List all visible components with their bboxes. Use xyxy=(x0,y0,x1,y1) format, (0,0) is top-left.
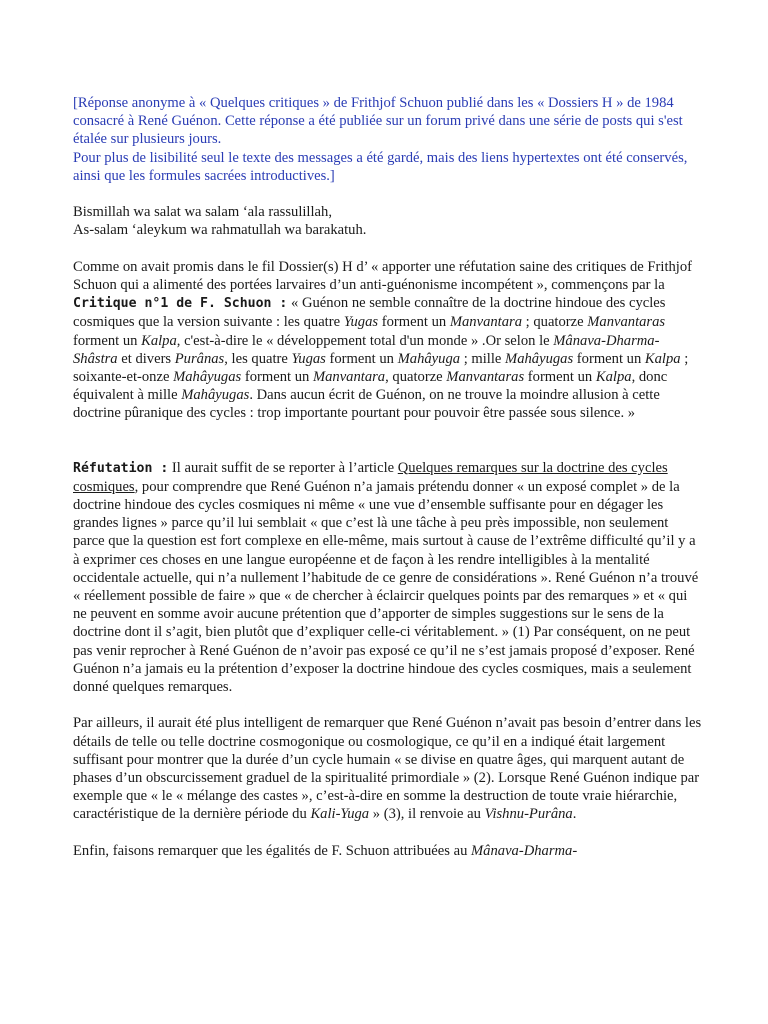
text: et divers xyxy=(117,350,175,367)
text: forment un xyxy=(524,369,596,386)
italic-term: Yugas xyxy=(343,314,379,331)
critique-heading: Critique n°1 de F. Schuon : xyxy=(73,296,288,312)
italic-term: Purânas xyxy=(174,350,225,367)
text: Par ailleurs, il aurait été plus intelligent de remarquer que René Guénon n’avait pas besoin d’entrer dans les détails de telle ou telle doctrine cosmogonique ou cosmologique, ce qu’il en a indiqué était largement suffisant pour montrer que la durée d’un cycle humain « se divise en quatre âges, qui marquent autant de phases d’un obscurcissement graduel de la spiritualité primordiale » (2). Lorsque René Guénon indique par exemple que « le « mélange des castes », c’est-à-dire en somme la destruction de toute vraie hiérarchie, caractéristique de la dernière période du xyxy=(73,715,702,823)
text: . xyxy=(572,806,577,823)
text: , pour comprendre que René Guénon n’a jamais prétendu donner « un exposé complet » de la doctrine hindoue des cycles cosmiques ni même « une vue d’ensemble suffisante pour en dégager les grandes lignes » parce qu’il lui semblait « que c’est là une tâche à peu près impossible, non seulement parce que la question est fort complexe en elle-même, mais surtout à cause de l’extrême difficulté qu’il y a à exprimer ces choses en une langue européenne et de façon à les rendre intelligibles à la mentalité occidentale actuelle, qui n’a nullement l’habitude de ce genre de considérations ». René Guénon n’a trouvé « réellement possible de faire » que « de chercher à éclaircir quelques points par des remarques » et « qui ne peuvent en somme avoir aucune prétention que d’apporter de simples suggestions sur le sens de la doctrine dont il s’agit, bien plutôt que d’expliquer celle-ci véritablement. » (1) Par conséquent, on ne peut pas venir reprocher à René Guénon de n’avoir pas exposé ce qu’il ne s’est jamais proposé d’exposer. René Guénon n’a jamais eu la prétention d’exposer la doctrine hindoue des cycles cosmiques, mais a seulement donné quelques remarques. xyxy=(73,478,699,696)
text: , quatorze xyxy=(385,369,447,386)
italic-term: Mahâyugas xyxy=(181,387,250,404)
greeting-line-1: Bismillah wa salat wa salam ‘ala rassulillah, xyxy=(73,204,332,221)
italic-term: Manvantaras xyxy=(587,314,666,331)
document-page xyxy=(73,94,703,878)
text: forment un xyxy=(241,369,313,386)
article-link[interactable]: Quelques remarques sur la doctrine des cycles cosmiques xyxy=(73,459,668,495)
text: Comme on avait promis dans le fil Dossier(s) H d’ « apporter une réfutation saine des critiques de Frithjof Schuon qui a alimenté des portées larvaires d’un anti-guénonisme incompétent », commençons par la xyxy=(73,258,693,293)
text: ; soixante-et-onze xyxy=(73,350,689,386)
text: forment un xyxy=(573,350,645,367)
italic-term: Mahâyugas xyxy=(173,369,242,386)
text: Enfin, faisons remarquer que les égalités de F. Schuon attribuées au xyxy=(73,842,472,859)
intro-line-2: Pour plus de lisibilité seul le texte des messages a été gardé, mais des liens hypertextes ont été conservés, ainsi que les formules sacrées introductives.] xyxy=(73,149,688,184)
italic-term: Yugas xyxy=(291,350,326,367)
text: « Guénon ne semble connaître de la doctrine hindoue des cycles cosmiques que la version suivante : les quatre xyxy=(73,295,666,331)
italic-term: Kalpa xyxy=(644,350,681,367)
text: , donc équivalent à mille xyxy=(73,369,668,404)
italic-term: Mânava-Dharma-Shâstra xyxy=(73,332,660,367)
italic-term: Mânava-Dharma- xyxy=(471,842,578,859)
text: , c'est-à-dire le « développement total d'un monde » .Or selon le xyxy=(176,332,554,349)
text: forment un xyxy=(73,332,142,349)
refutation-heading: Réfutation : xyxy=(73,460,169,476)
text: » (3), il renvoie au xyxy=(369,806,485,823)
greeting xyxy=(73,203,703,239)
italic-term: Kalpa xyxy=(141,332,177,349)
italic-term: Manvantara xyxy=(312,369,386,386)
italic-term: Kalpa xyxy=(595,369,632,386)
critique-paragraph xyxy=(73,258,703,423)
text: , les quatre xyxy=(224,350,292,367)
italic-term: Manvantara xyxy=(449,314,522,331)
text: . Dans aucun écrit de Guénon, on ne trouve la moindre allusion à cette doctrine pûranique des cycles : trop importante pourtant pour pouvoir être passée sous silence. » xyxy=(73,387,660,422)
greeting-line-2: As-salam ‘aleykum wa rahmatullah wa barakatuh. xyxy=(73,222,367,239)
italic-term: Kali-Yuga xyxy=(310,806,370,823)
text: forment un xyxy=(325,350,398,367)
refutation-paragraph xyxy=(73,459,703,697)
text: forment un xyxy=(378,314,450,331)
italic-term: Vishnu-Purâna xyxy=(484,806,573,823)
text: ; mille xyxy=(460,350,506,367)
paragraph-4 xyxy=(73,842,703,860)
text: ; quatorze xyxy=(522,314,588,331)
italic-term: Mahâyugas xyxy=(505,350,574,367)
italic-term: Mahâyuga xyxy=(397,350,461,367)
intro-note xyxy=(73,94,703,185)
intro-line-1: [Réponse anonyme à « Quelques critiques » de Frithjof Schuon publié dans les « Dossiers H » de 1984 consacré à René Guénon. Cette réponse a été publiée sur un forum privé dans une série de posts qui s'est étalée sur plusieurs jours. xyxy=(73,95,683,148)
italic-term: Manvantaras xyxy=(446,369,525,386)
paragraph-3 xyxy=(73,714,703,823)
text: Il aurait suffit de se reporter à l’article xyxy=(168,459,398,476)
